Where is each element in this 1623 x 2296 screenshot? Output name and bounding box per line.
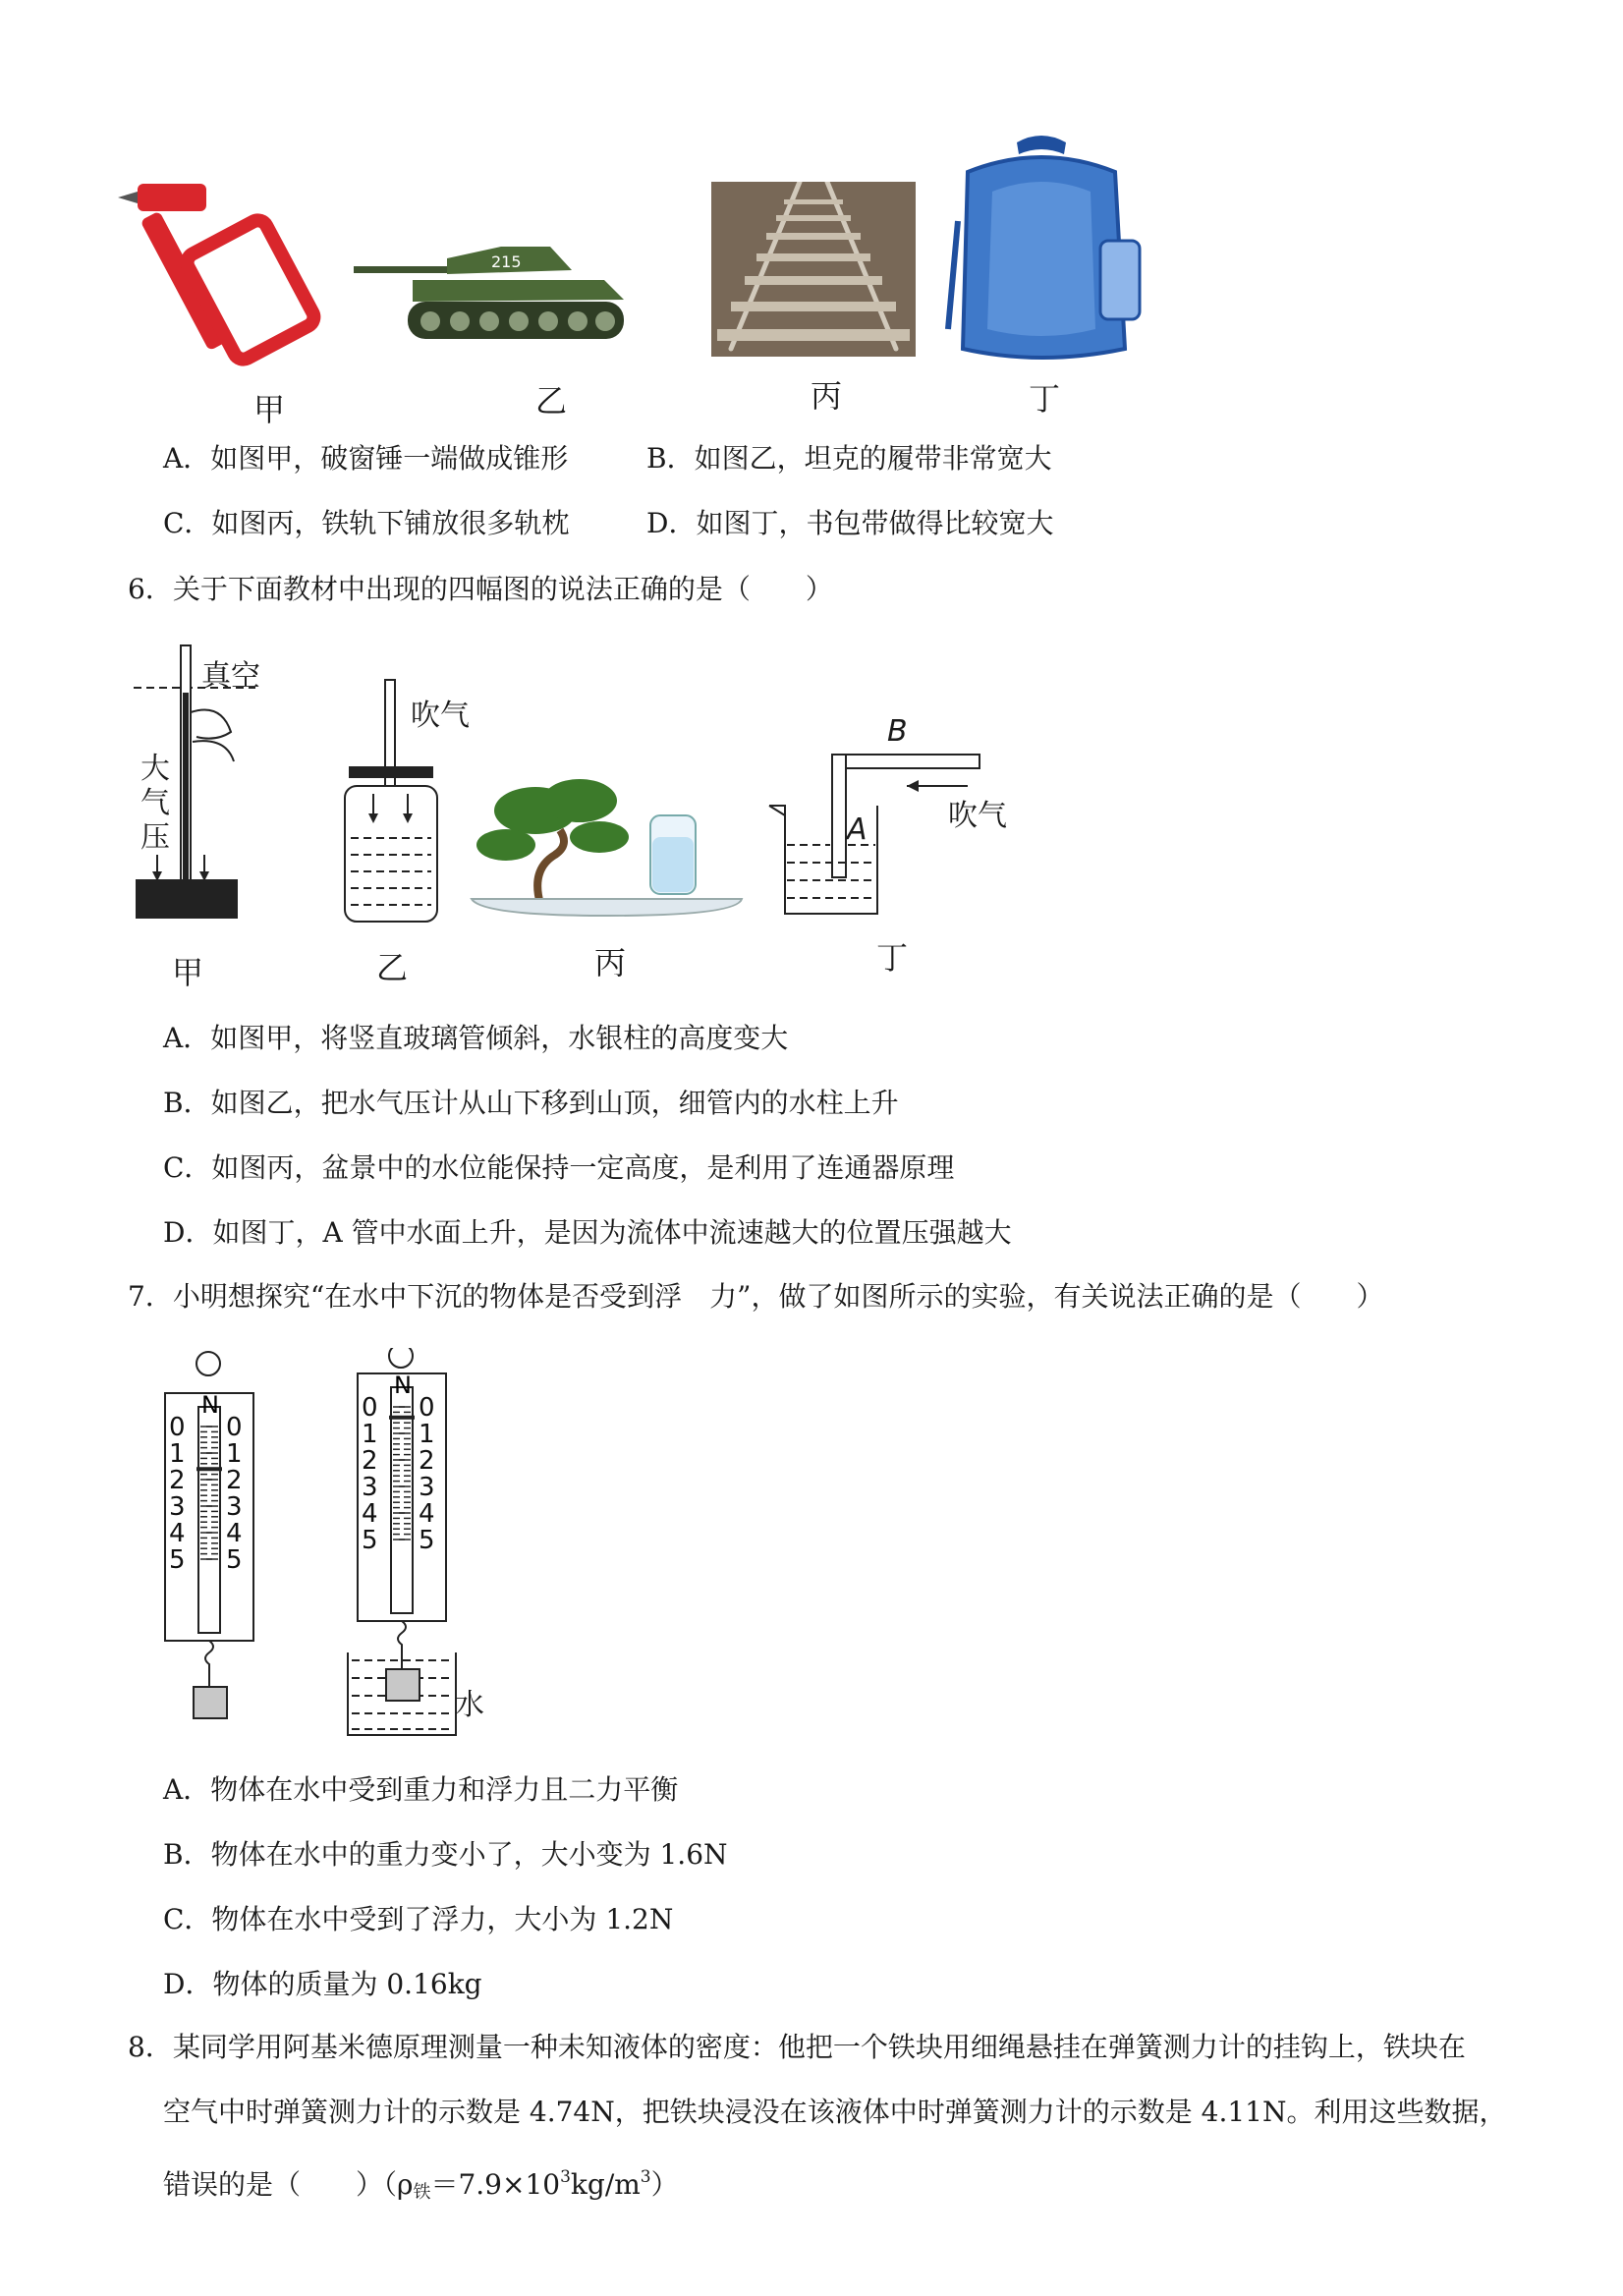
- scale-air-tick-label-r-3: 3: [226, 1492, 243, 1522]
- q6-caption-ding: 丁: [876, 939, 909, 977]
- scale-air-tick-label-r-1: 1: [226, 1439, 243, 1469]
- scale-water-tick-label-l-1: 1: [362, 1420, 378, 1449]
- q8-line-2: 空气中时弹簧测力计的示数是 4.74N，把铁块浸没在该液体中时弹簧测力计的示数是 4.11N。利用这些数据，: [163, 2096, 1507, 2128]
- q5-figure-railway: [711, 182, 916, 357]
- q6-option-a: A．如图甲，将竖直玻璃管倾斜，水银柱的高度变大: [163, 1022, 789, 1054]
- scale-water-tick-label-l-4: 4: [362, 1499, 378, 1529]
- scale-water-tick-label-r-0: 0: [419, 1393, 435, 1423]
- q8-line-3: [163, 2157, 679, 2212]
- scale-air-tick-label-r-4: 4: [226, 1519, 243, 1548]
- spring-scale-water: [348, 1348, 456, 1735]
- label-b: B: [887, 714, 908, 749]
- q6-stem: 6．关于下面教材中出现的四幅图的说法正确的是（ ）: [128, 573, 833, 605]
- q8-line3-d: ）: [650, 2168, 679, 2201]
- q7-stem: 7．小明想探究“在水中下沉的物体是否受到浮 力”，做了如图所示的实验，有关说法正确的是（ ）: [128, 1280, 1384, 1313]
- scale-air-tick-label-r-2: 2: [226, 1466, 243, 1495]
- q5-figure-tank: [354, 241, 663, 354]
- q6-caption-yi: 乙: [376, 949, 409, 986]
- q6-option-c: C．如图丙，盆景中的水位能保持一定高度，是利用了连通器原理: [163, 1151, 955, 1184]
- q5-figure-hammer: [118, 172, 324, 368]
- scale-water-tick-label-l-5: 5: [362, 1526, 378, 1555]
- scale-unit-air: N: [201, 1391, 219, 1419]
- q5-caption-jia: 甲: [253, 391, 286, 428]
- label-a: A: [847, 812, 867, 847]
- q8-line-1: 8．某同学用阿基米德原理测量一种未知液体的密度：他把一个铁块用细绳悬挂在弹簧测力计的挂钩上，铁块在: [128, 2031, 1466, 2063]
- q7-option-d: D．物体的质量为 0.16kg: [163, 1968, 482, 2000]
- q8-rho-subscript: 铁: [413, 2182, 431, 2203]
- q5-option-d: D．如图丁，书包带做得比较宽大: [646, 507, 1054, 539]
- scale-air-tick-label-l-3: 3: [169, 1492, 186, 1522]
- q5-option-c: C．如图丙，铁轨下铺放很多轨枕: [163, 507, 570, 539]
- q6-figure-straw: [761, 747, 997, 924]
- scale-air-tick-label-l-2: 2: [169, 1466, 186, 1495]
- q8-exponent-unit: 3: [640, 2167, 651, 2187]
- q5-option-b: B．如图乙，坦克的履带非常宽大: [646, 442, 1052, 475]
- scale-air-tick-label-l-4: 4: [169, 1519, 186, 1548]
- scale-water-tick-label-r-4: 4: [419, 1499, 435, 1529]
- q6-caption-jia: 甲: [172, 954, 204, 991]
- scale-water-tick-label-l-0: 0: [362, 1393, 378, 1423]
- tank-number: 215: [491, 252, 522, 271]
- q5-caption-yi: 乙: [535, 382, 568, 420]
- scale-air-tick-label-r-0: 0: [226, 1413, 243, 1442]
- q5-figure-backpack: [938, 133, 1149, 368]
- q8-exponent: 3: [560, 2167, 571, 2187]
- scale-water-tick-label-r-1: 1: [419, 1420, 435, 1449]
- scale-air-tick-label-l-1: 1: [169, 1439, 186, 1469]
- q6-caption-bing: 丙: [594, 944, 627, 981]
- label-water: 水: [455, 1688, 484, 1722]
- q6-figure-bonsai: [462, 776, 747, 924]
- q6-option-b: B．如图乙，把水气压计从山下移到山顶，细管内的水柱上升: [163, 1087, 899, 1119]
- q8-line3-c: kg/m: [570, 2168, 641, 2201]
- q5-option-a: A．如图甲，破窗锤一端做成锥形: [163, 442, 569, 475]
- scale-air-tick-label-r-5: 5: [226, 1545, 243, 1575]
- q7-option-c: C．物体在水中受到了浮力，大小为 1.2N: [163, 1903, 674, 1935]
- scale-unit-water: N: [394, 1372, 412, 1399]
- scale-air-tick-label-l-5: 5: [169, 1545, 186, 1575]
- q7-option-b: B．物体在水中的重力变小了，大小变为 1.6N: [163, 1838, 728, 1871]
- scale-air-tick-label-l-0: 0: [169, 1413, 186, 1442]
- q8-line3-a: 错误的是（ ）（ρ: [163, 2168, 414, 2201]
- scale-water-tick-label-r-3: 3: [419, 1473, 435, 1502]
- q5-caption-ding: 丁: [1029, 380, 1061, 418]
- q7-option-a: A．物体在水中受到重力和浮力且二力平衡: [163, 1773, 679, 1806]
- label-blow-b: 吹气: [948, 799, 1007, 833]
- label-atm-1: 大: [140, 752, 170, 786]
- label-atm-3: 压: [140, 820, 170, 855]
- label-blow-a: 吹气: [411, 699, 470, 733]
- label-vacuum: 真空: [201, 659, 260, 694]
- scale-water-tick-label-l-2: 2: [362, 1446, 378, 1476]
- spring-scale-air: [165, 1352, 253, 1718]
- scale-water-tick-label-r-2: 2: [419, 1446, 435, 1476]
- q6-option-d: D．如图丁，A 管中水面上升，是因为流体中流速越大的位置压强越大: [163, 1216, 1012, 1249]
- q8-line3-b: ＝7.9×10: [430, 2168, 561, 2201]
- scale-water-tick-label-r-5: 5: [419, 1526, 435, 1555]
- label-atm-2: 气: [140, 786, 170, 820]
- q5-caption-bing: 丙: [811, 377, 843, 415]
- scale-water-tick-label-l-3: 3: [362, 1473, 378, 1502]
